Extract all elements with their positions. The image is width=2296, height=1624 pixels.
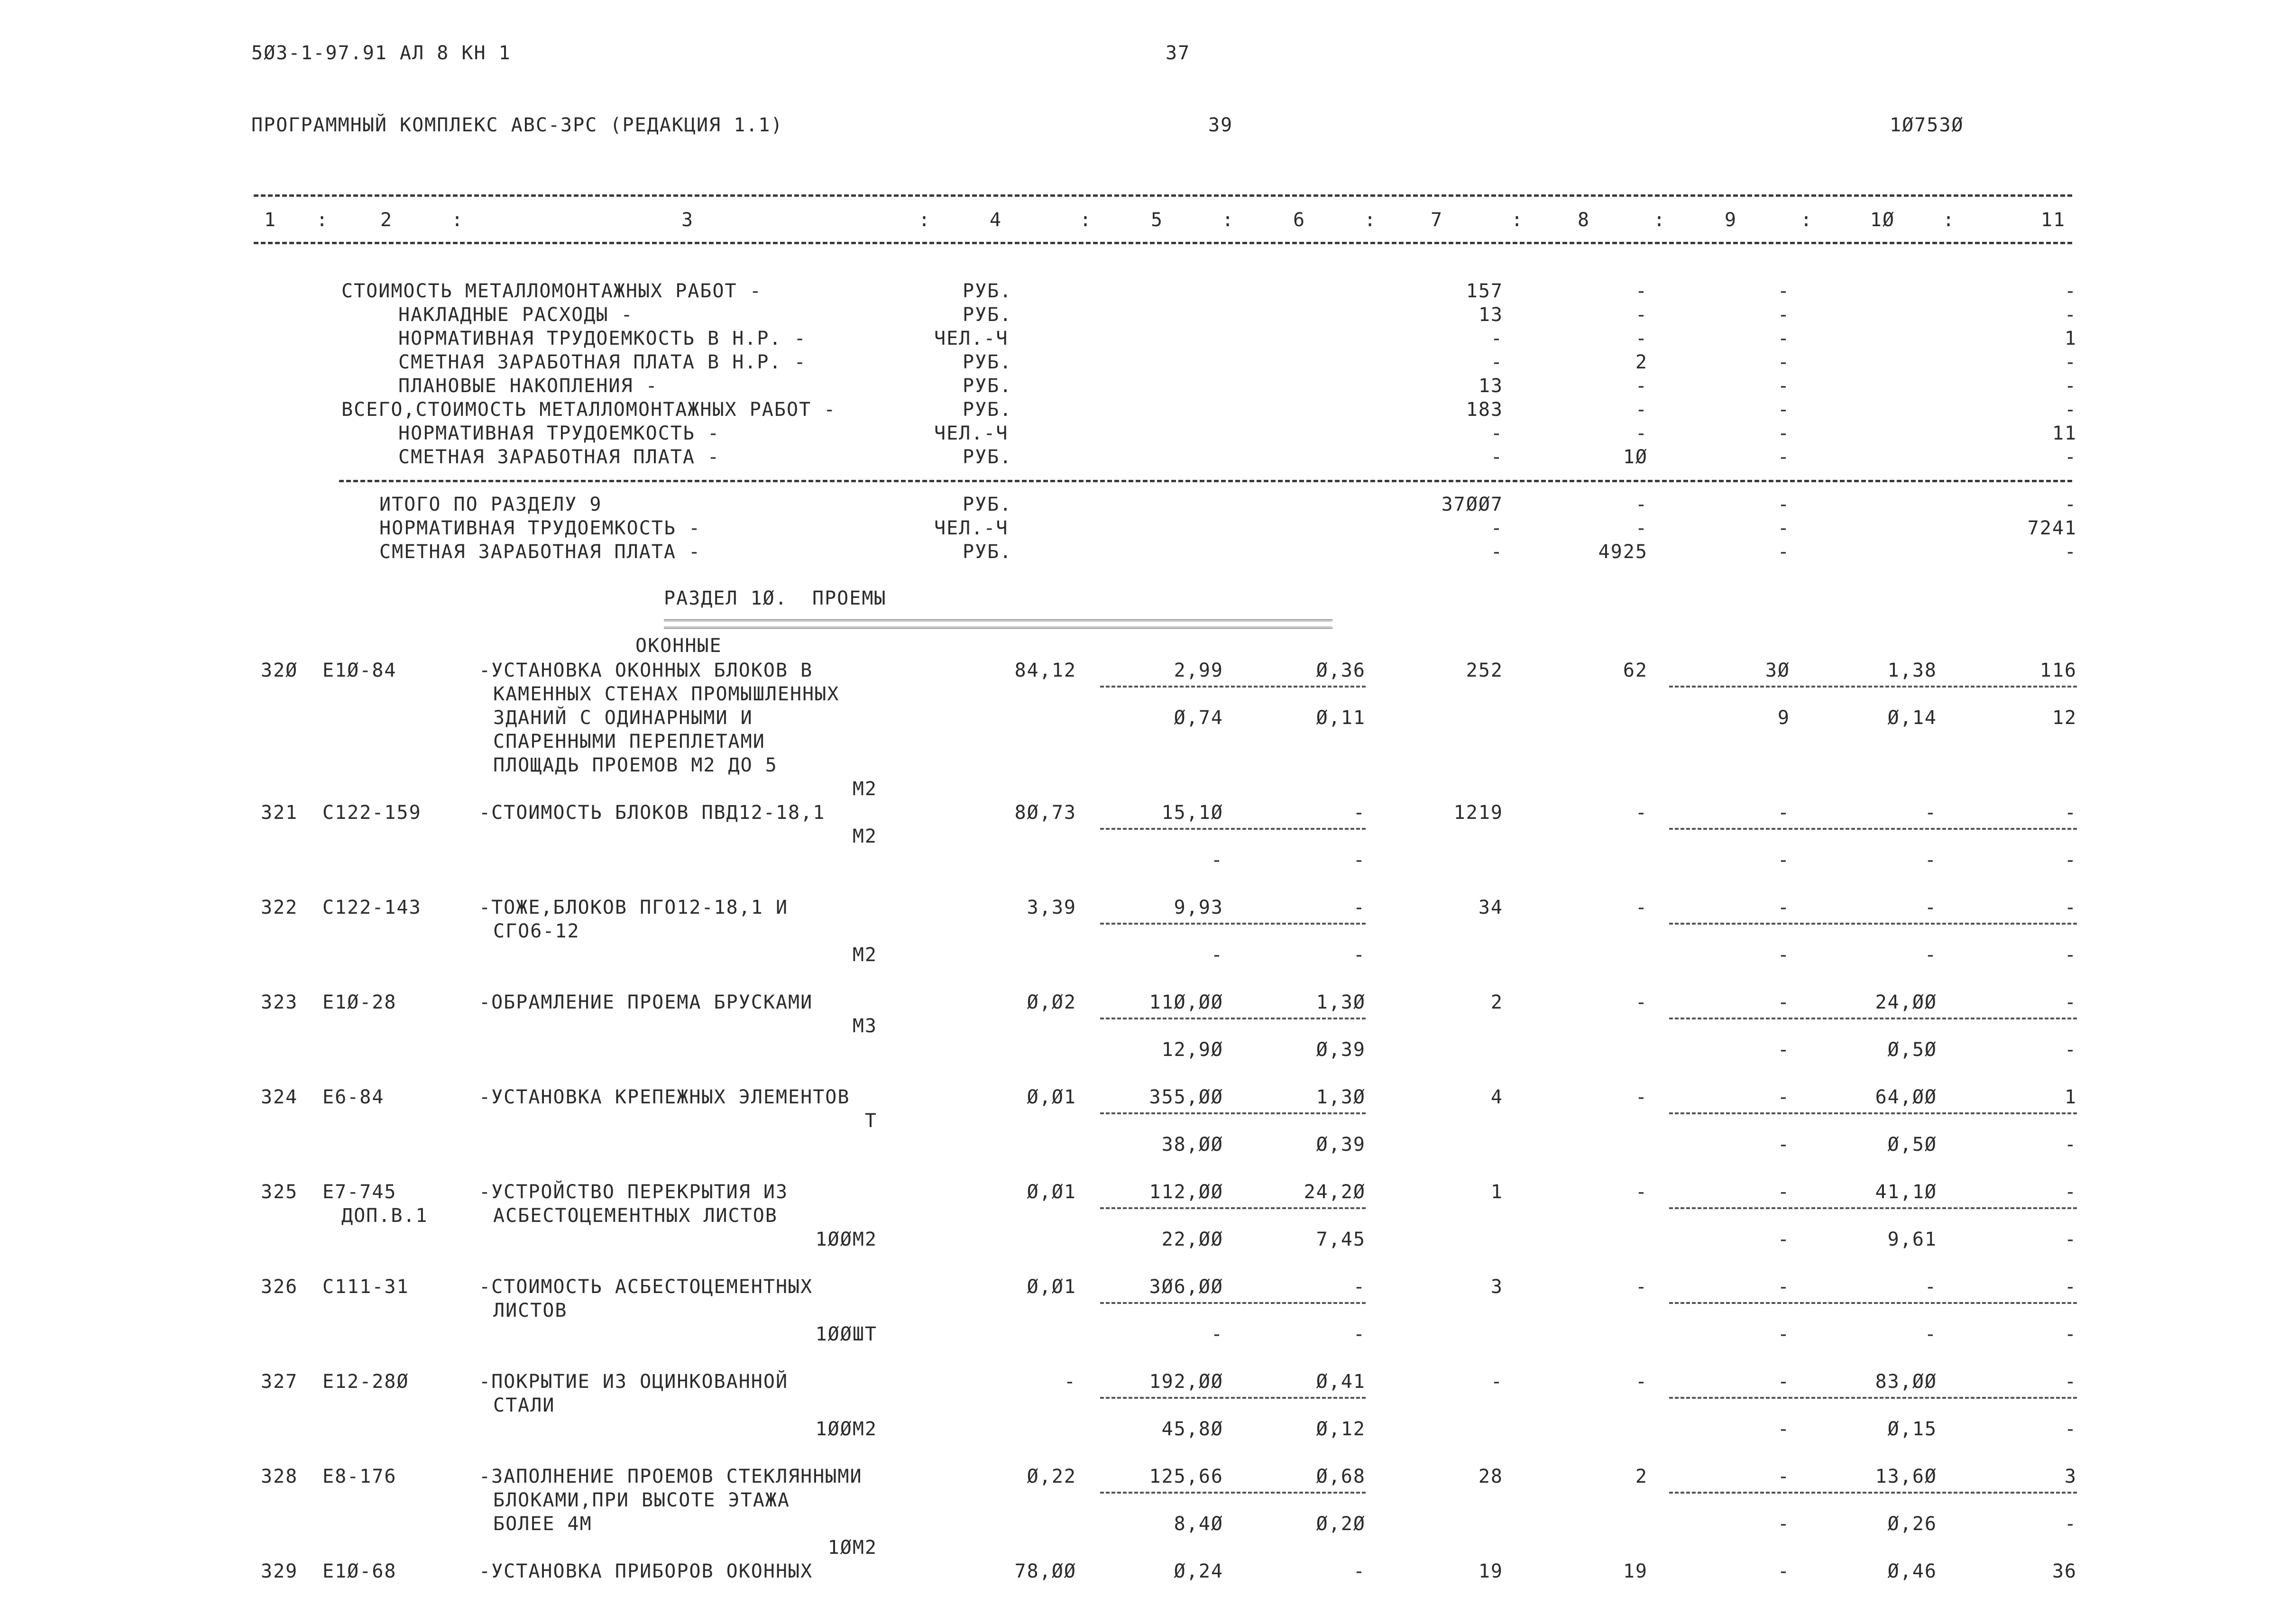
item-number: 321 [261,802,298,824]
item-col8: - [1635,1181,1648,1203]
item-col7: 2 [1490,991,1503,1013]
item-number: 329 [261,1560,298,1582]
item-col6: 1,3Ø [1316,1086,1366,1108]
item-col8: - [1635,1276,1648,1298]
column-divider: : [316,209,329,231]
item-description: -ЗАПОЛНЕНИЕ ПРОЕМОВ СТЕКЛЯННЫМИ [479,1466,863,1487]
item-col4: 8Ø,73 [1014,802,1076,824]
item-col11: 3 [2064,1466,2077,1487]
item-col10-wage: Ø,5Ø [1887,1134,1937,1156]
item-description: БОЛЕЕ 4М [493,1513,592,1535]
summary-label: НОРМАТИВНАЯ ТРУДОЕМКОСТЬ В Н.Р. - [398,328,807,349]
item-col8: - [1635,897,1648,918]
separator-line [254,242,2072,244]
summary-col9: - [1777,328,1790,349]
item-col5: 11Ø,ØØ [1149,991,1223,1013]
item-description: -УСТРОЙСТВО ПЕРЕКРЫТИЯ ИЗ [479,1181,789,1203]
item-col10: 83,ØØ [1875,1371,1937,1393]
item-col7: 252 [1466,660,1503,681]
column-divider: : [1221,209,1235,231]
summary-col7: - [1490,351,1503,373]
separator-line [254,194,2072,197]
subtotal-rule [1669,1018,2077,1019]
doc-code: 5Ø3-1-97.91 АЛ 8 КН 1 [251,42,511,64]
item-col9: - [1777,897,1790,918]
column-header-7: 7 [1430,209,1443,231]
section-underline [664,619,1332,621]
summary-col8: - [1635,375,1648,397]
item-col9: - [1777,1371,1790,1393]
item-col10-wage: - [1924,944,1937,966]
summary-col8: - [1635,399,1648,421]
item-col9: - [1777,802,1790,824]
item-col9: - [1777,1181,1790,1203]
page-number-inner: 39 [1208,114,1233,136]
totals-label: НОРМАТИВНАЯ ТРУДОЕМКОСТЬ - [379,517,701,539]
item-description: СТАЛИ [493,1395,555,1416]
item-col4: - [1064,1371,1076,1393]
item-description: СПАРЕННЫМИ ПЕРЕПЛЕТАМИ [493,731,765,752]
item-col6-wage: Ø,12 [1316,1418,1366,1440]
item-col9-wage: - [1777,1513,1790,1535]
item-col11-wage: - [2064,1134,2077,1156]
column-divider: : [1364,209,1377,231]
summary-col7: - [1490,328,1503,349]
item-col11: - [2064,1276,2077,1298]
item-description: -ПОКРЫТИЕ ИЗ ОЦИНКОВАННОЙ [479,1371,789,1393]
item-code: Е1Ø-68 [322,1560,397,1582]
item-col11: - [2064,1371,2077,1393]
item-col5: 2,99 [1174,660,1223,681]
subtotal-rule [1100,828,1366,830]
item-col6-wage: 7,45 [1316,1229,1366,1250]
item-col7: 19 [1478,1560,1503,1582]
item-number: 32Ø [261,660,298,681]
item-code: Е8-176 [322,1466,397,1487]
item-col6-wage: - [1353,1323,1366,1345]
subtotal-rule [1669,1397,2077,1399]
column-divider: : [1800,209,1813,231]
item-number: 322 [261,897,298,918]
item-unit: 1ØØШТ [815,1323,877,1345]
summary-label: ПЛАНОВЫЕ НАКОПЛЕНИЯ - [398,375,658,397]
subtotal-rule [1100,1112,1366,1114]
item-unit: М2 [852,778,877,800]
summary-col7: - [1490,422,1503,444]
summary-unit: РУБ. [963,375,1012,397]
summary-col9: - [1777,375,1790,397]
item-col11: 36 [2052,1560,2077,1582]
item-col6: - [1353,1560,1366,1582]
item-col9: - [1777,1466,1790,1487]
summary-col11: 1 [2064,328,2077,349]
totals-col8: 4925 [1598,541,1648,563]
item-col9-wage: 9 [1777,707,1790,729]
item-col7: 3 [1490,1276,1503,1298]
item-col9: - [1777,1276,1790,1298]
item-col8: - [1635,802,1648,824]
column-divider: : [1511,209,1524,231]
subtotal-rule [1100,1492,1366,1494]
column-header-2: 2 [380,209,393,231]
item-col10-wage: Ø,15 [1887,1418,1937,1440]
summary-col9: - [1777,399,1790,421]
item-col10: 41,1Ø [1875,1181,1937,1203]
item-description: АСБЕСТОЦЕМЕНТНЫХ ЛИСТОВ [493,1205,778,1227]
item-col4: 3,39 [1027,897,1076,918]
item-col11-wage: - [2064,1513,2077,1535]
item-col6-wage: Ø,2Ø [1316,1513,1366,1535]
item-col9-wage: - [1777,1418,1790,1440]
summary-unit: РУБ. [963,280,1012,302]
section-subtitle: ОКОННЫЕ [635,635,722,657]
item-description: -УСТАНОВКА ОКОННЫХ БЛОКОВ В [479,660,813,681]
item-col11: 1 [2064,1086,2077,1108]
item-col6: 24,2Ø [1304,1181,1366,1203]
summary-label: НОРМАТИВНАЯ ТРУДОЕМКОСТЬ - [398,422,720,444]
item-col4: Ø,Ø1 [1027,1086,1076,1108]
item-col10-wage: - [1924,1323,1937,1345]
summary-label: НАКЛАДНЫЕ РАСХОДЫ - [398,304,634,326]
subtotal-rule [1100,1302,1366,1304]
item-code-extra: ДОП.В.1 [341,1205,428,1227]
column-divider: : [918,209,931,231]
code-right: 1Ø753Ø [1890,114,1964,136]
subtotal-rule [1669,686,2077,688]
item-col10: Ø,46 [1887,1560,1937,1582]
item-description: -УСТАНОВКА КРЕПЕЖНЫХ ЭЛЕМЕНТОВ [479,1086,850,1108]
item-col5: 125,66 [1149,1466,1223,1487]
item-col5: 9,93 [1174,897,1223,918]
item-code: Е12-28Ø [322,1371,409,1393]
item-col7: 28 [1478,1466,1503,1487]
item-col5-wage: - [1211,944,1223,966]
summary-unit: РУБ. [963,446,1012,468]
summary-col11: - [2064,375,2077,397]
item-col9-wage: - [1777,1323,1790,1345]
item-col10: 1,38 [1887,660,1937,681]
subtotal-rule [1669,1302,2077,1304]
item-col5: Ø,24 [1174,1560,1223,1582]
totals-col9: - [1777,517,1790,539]
item-col6-wage: - [1353,849,1366,871]
item-number: 326 [261,1276,298,1298]
summary-col11: - [2064,446,2077,468]
item-col6: - [1353,802,1366,824]
summary-label: СМЕТНАЯ ЗАРАБОТНАЯ ПЛАТА - [398,446,720,468]
item-col4: 78,ØØ [1014,1560,1076,1582]
item-col4: Ø,Ø2 [1027,991,1076,1013]
item-code: С122-159 [322,802,422,824]
totals-col8: - [1635,517,1648,539]
item-col11-wage: - [2064,1039,2077,1061]
column-divider: : [1653,209,1666,231]
subtotal-rule [1669,923,2077,925]
item-unit: 1ØØМ2 [815,1418,877,1440]
totals-col9: - [1777,541,1790,563]
totals-label: СМЕТНАЯ ЗАРАБОТНАЯ ПЛАТА - [379,541,701,563]
item-code: Е7-745 [322,1181,397,1203]
item-col11-wage: - [2064,1229,2077,1250]
item-code: Е1Ø-28 [322,991,397,1013]
item-unit: М3 [852,1015,877,1037]
item-code: С122-143 [322,897,422,918]
item-col8: 2 [1635,1466,1648,1487]
item-col7: 34 [1478,897,1503,918]
summary-col9: - [1777,351,1790,373]
summary-col9: - [1777,422,1790,444]
totals-unit: РУБ. [963,494,1012,515]
item-col5-wage: Ø,74 [1174,707,1223,729]
item-col4: Ø,Ø1 [1027,1181,1076,1203]
item-col4: Ø,Ø1 [1027,1276,1076,1298]
item-col5-wage: 8,4Ø [1174,1513,1223,1535]
item-col10-wage: Ø,5Ø [1887,1039,1937,1061]
column-header-11: 11 [2040,209,2066,231]
item-description: -СТОИМОСТЬ АСБЕСТОЦЕМЕНТНЫХ [479,1276,813,1298]
item-col6: 1,3Ø [1316,991,1366,1013]
item-col5: 112,ØØ [1149,1181,1223,1203]
item-col8: - [1635,1371,1648,1393]
item-col6-wage: - [1353,944,1366,966]
item-col6-wage: Ø,39 [1316,1039,1366,1061]
item-col9-wage: - [1777,944,1790,966]
item-description: -ОБРАМЛЕНИЕ ПРОЕМА БРУСКАМИ [479,991,813,1013]
item-col6: Ø,68 [1316,1466,1366,1487]
item-col9: - [1777,1560,1790,1582]
summary-label: СТОИМОСТЬ МЕТАЛЛОМОНТАЖНЫХ РАБОТ - [341,280,762,302]
summary-unit: ЧЕЛ.-Ч [934,422,1009,444]
column-header-10: 1Ø [1870,209,1895,231]
item-description: -УСТАНОВКА ПРИБОРОВ ОКОННЫХ [479,1560,813,1582]
item-col11: - [2064,897,2077,918]
column-divider: : [1942,209,1956,231]
summary-label: ВСЕГО,СТОИМОСТЬ МЕТАЛЛОМОНТАЖНЫХ РАБОТ - [341,399,836,421]
item-description: БЛОКАМИ,ПРИ ВЫСОТЕ ЭТАЖА [493,1489,790,1511]
item-description: ЗДАНИЙ С ОДИНАРНЫМИ И [493,707,753,729]
totals-col11: - [2064,494,2077,515]
item-col6-wage: Ø,39 [1316,1134,1366,1156]
summary-col11: - [2064,304,2077,326]
item-col11-wage: - [2064,1323,2077,1345]
item-col11: 116 [2039,660,2077,681]
column-header-1: 1 [264,209,277,231]
program-title: ПРОГРАММНЫЙ КОМПЛЕКС АВС-3РС (РЕДАКЦИЯ 1.1) [251,114,783,136]
item-unit: М2 [852,944,877,966]
subtotal-rule [1100,686,1366,688]
item-col9: - [1777,1086,1790,1108]
item-description: КАМЕННЫХ СТЕНАХ ПРОМЫШЛЕННЫХ [493,683,840,705]
item-col5-wage: 38,ØØ [1161,1134,1223,1156]
item-number: 324 [261,1086,298,1108]
item-col10-wage: Ø,26 [1887,1513,1937,1535]
column-header-9: 9 [1724,209,1737,231]
section-underline [664,627,1332,629]
item-col6-wage: Ø,11 [1316,707,1366,729]
item-col5: 3Ø6,ØØ [1149,1276,1223,1298]
item-number: 325 [261,1181,298,1203]
item-col7: 1 [1490,1181,1503,1203]
totals-unit: ЧЕЛ.-Ч [934,517,1009,539]
totals-col11: - [2064,541,2077,563]
item-col8: 62 [1623,660,1648,681]
item-col9: - [1777,991,1790,1013]
item-unit: 1ØØМ2 [815,1229,877,1250]
item-description: -ТОЖЕ,БЛОКОВ ПГО12-18,1 И [479,897,789,918]
item-col7: - [1490,1371,1503,1393]
subtotal-rule [1669,1492,2077,1494]
item-col10: - [1924,802,1937,824]
item-col9: 3Ø [1765,660,1790,681]
subtotal-rule [1100,1397,1366,1399]
summary-unit: РУБ. [963,399,1012,421]
item-col11-wage: - [2064,849,2077,871]
column-divider: : [1079,209,1093,231]
summary-col8: - [1635,304,1648,326]
summary-col9: - [1777,304,1790,326]
item-col4: Ø,22 [1027,1466,1076,1487]
item-col5-wage: - [1211,849,1223,871]
column-header-5: 5 [1150,209,1164,231]
summary-col11: - [2064,280,2077,302]
summary-unit: РУБ. [963,351,1012,373]
item-col5-wage: 22,ØØ [1161,1229,1223,1250]
item-col11: - [2064,991,2077,1013]
item-col10: 64,ØØ [1875,1086,1937,1108]
subtotal-rule [1669,828,2077,830]
totals-col8: - [1635,494,1648,515]
subtotal-rule [1100,1207,1366,1209]
totals-col7: 37ØØ7 [1441,494,1503,515]
item-col4: 84,12 [1014,660,1076,681]
subtotal-rule [1669,1112,2077,1114]
item-number: 323 [261,991,298,1013]
totals-col7: - [1490,541,1503,563]
summary-col9: - [1777,280,1790,302]
separator-line [339,480,2072,482]
item-col5: 192,ØØ [1149,1371,1223,1393]
item-unit: Т [864,1110,877,1132]
item-description: -СТОИМОСТЬ БЛОКОВ ПВД12-18,1 [479,802,826,824]
summary-col8: - [1635,422,1648,444]
item-col7: 1219 [1453,802,1503,824]
subtotal-rule [1100,1018,1366,1019]
item-number: 328 [261,1466,298,1487]
item-col10-wage: Ø,14 [1887,707,1937,729]
section-title: РАЗДЕЛ 1Ø. ПРОЕМЫ [664,587,887,609]
item-col11: - [2064,802,2077,824]
item-description: СГО6-12 [493,920,580,942]
totals-col9: - [1777,494,1790,515]
item-unit: 1ØМ2 [827,1537,877,1559]
summary-col8: 2 [1635,351,1648,373]
summary-col7: 157 [1466,280,1503,302]
summary-unit: РУБ. [963,304,1012,326]
item-col8: - [1635,1086,1648,1108]
item-col11: - [2064,1181,2077,1203]
summary-col8: - [1635,280,1648,302]
item-col5: 15,1Ø [1161,802,1223,824]
item-col10-wage: 9,61 [1887,1229,1937,1250]
item-col9-wage: - [1777,849,1790,871]
item-col9-wage: - [1777,1229,1790,1250]
item-col10: - [1924,1276,1937,1298]
item-col6: - [1353,897,1366,918]
page-number-top: 37 [1166,42,1191,64]
summary-col11: - [2064,399,2077,421]
item-description: ПЛОЩАДЬ ПРОЕМОВ М2 ДО 5 [493,754,778,776]
summary-col7: - [1490,446,1503,468]
summary-label: СМЕТНАЯ ЗАРАБОТНАЯ ПЛАТА В Н.Р. - [398,351,807,373]
item-col11-wage: - [2064,1418,2077,1440]
summary-col7: 13 [1478,304,1503,326]
summary-col7: 13 [1478,375,1503,397]
column-header-3: 3 [681,209,694,231]
column-header-6: 6 [1293,209,1306,231]
item-col6: Ø,41 [1316,1371,1366,1393]
item-col5-wage: - [1211,1323,1223,1345]
item-code: Е1Ø-84 [322,660,397,681]
item-col7: 4 [1490,1086,1503,1108]
summary-col11: - [2064,351,2077,373]
totals-label: ИТОГО ПО РАЗДЕЛУ 9 [379,494,602,515]
summary-col8: 1Ø [1623,446,1648,468]
totals-col11: 7241 [2027,517,2077,539]
subtotal-rule [1100,923,1366,925]
item-col8: - [1635,991,1648,1013]
summary-unit: ЧЕЛ.-Ч [934,328,1009,349]
item-col11-wage: 12 [2052,707,2077,729]
item-number: 327 [261,1371,298,1393]
column-divider: : [451,209,464,231]
item-col5-wage: 45,8Ø [1161,1418,1223,1440]
item-col11-wage: - [2064,944,2077,966]
item-col8: 19 [1623,1560,1648,1582]
item-col10: 24,ØØ [1875,991,1937,1013]
item-description: ЛИСТОВ [493,1300,568,1321]
item-col6: Ø,36 [1316,660,1366,681]
column-header-4: 4 [989,209,1002,231]
item-col9-wage: - [1777,1039,1790,1061]
summary-col8: - [1635,328,1648,349]
item-col10: 13,6Ø [1875,1466,1937,1487]
item-col6: - [1353,1276,1366,1298]
item-unit: М2 [852,826,877,847]
item-col9-wage: - [1777,1134,1790,1156]
item-code: С111-31 [322,1276,409,1298]
item-code: Е6-84 [322,1086,385,1108]
item-col5: 355,ØØ [1149,1086,1223,1108]
item-col5-wage: 12,9Ø [1161,1039,1223,1061]
column-header-8: 8 [1577,209,1590,231]
summary-col11: 11 [2052,422,2077,444]
subtotal-rule [1669,1207,2077,1209]
totals-col7: - [1490,517,1503,539]
totals-unit: РУБ. [963,541,1012,563]
summary-col7: 183 [1466,399,1503,421]
item-col10-wage: - [1924,849,1937,871]
summary-col9: - [1777,446,1790,468]
item-col10: - [1924,897,1937,918]
